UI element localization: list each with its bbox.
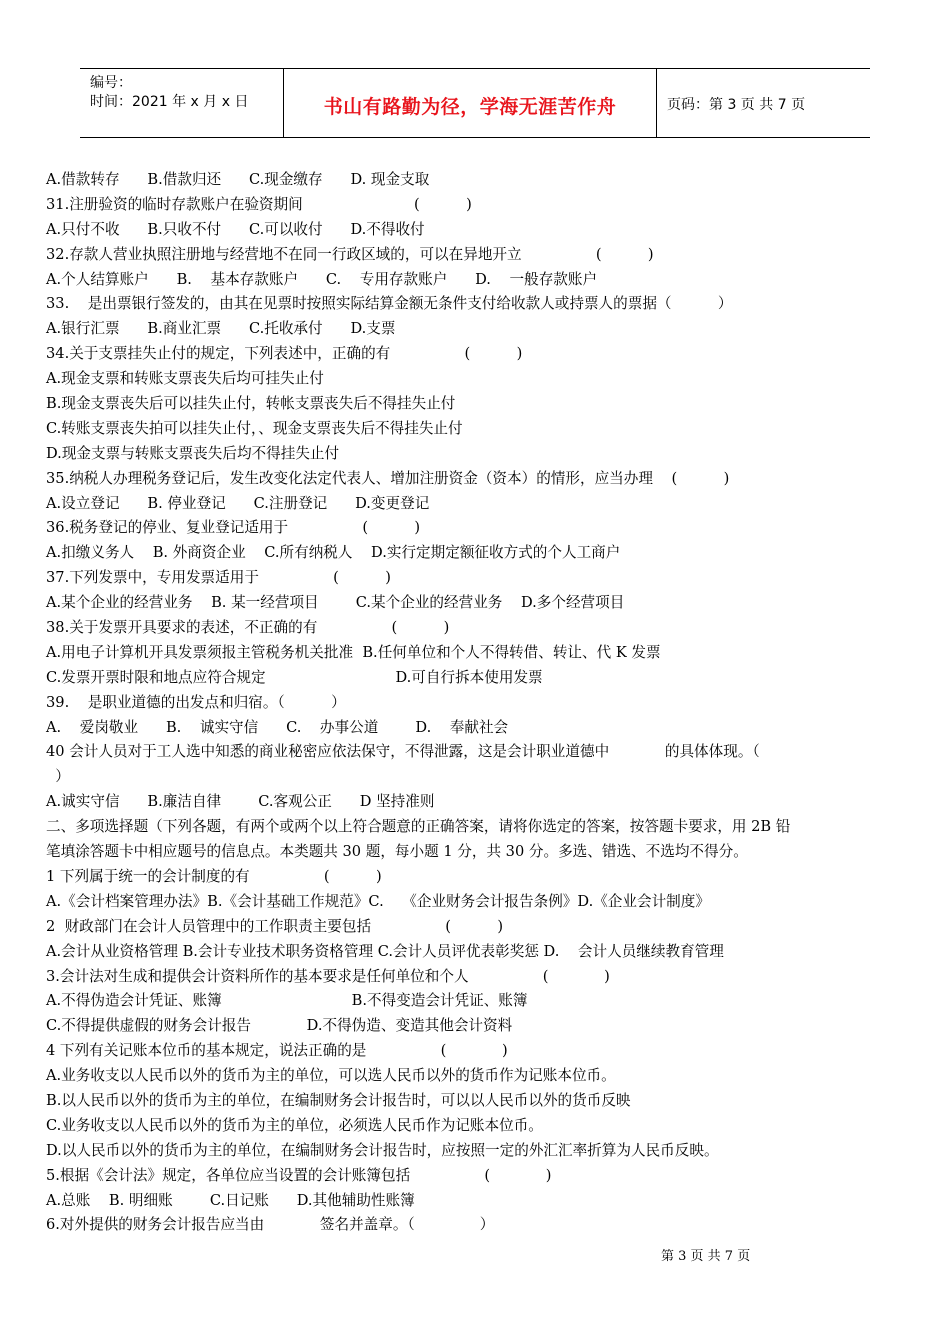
- text-line: C.转账支票丧失拍可以挂失止付，、现金支票丧失后不得挂失止付: [46, 419, 463, 437]
- text-line: 笔填涂答题卡中相应题号的信息点。本类题共 30 题，每小题 1 分，共 30 分。多选、错选、不选均不得分。: [46, 843, 748, 861]
- text-line: 31.注册验资的临时存款账户在验资期间 ( ): [46, 195, 472, 213]
- page-code-label: 页码：第 3 页 共 7 页: [667, 97, 806, 113]
- page-header: [80, 68, 870, 138]
- text-line: A.个人结算账户 B. 基本存款账户 C. 专用存款账户 D. 一般存款账户: [46, 270, 598, 288]
- text-line: D.以人民币以外的货币为主的单位，在编制财务会计报告时，应按照一定的外汇汇率折算为人民币反映。: [46, 1141, 719, 1159]
- text-line: 35.纳税人办理税务登记后，发生改变化法定代表人、增加注册资金（资本）的情形，应当办理 ( ): [46, 469, 730, 487]
- text-line: A.用电子计算机开具发票须报主管税务机关批准 B.任何单位和个人不得转借、转让、代 K 发票: [46, 643, 661, 661]
- text-line: 3.会计法对生成和提供会计资料所作的基本要求是任何单位和个人 ( ): [46, 967, 610, 985]
- text-line: 32.存款人营业执照注册地与经营地不在同一行政区域的，可以在异地开立 ( ): [46, 245, 654, 263]
- text-line: A. 爱岗敬业 B. 诚实守信 C. 办事公道 D. 奉献社会: [46, 718, 509, 736]
- text-line: 36.税务登记的停业、复业登记适用于 ( ): [46, 519, 421, 537]
- page-footer: 第 3 页 共 7 页: [661, 1249, 751, 1264]
- header-motto-cell: [284, 69, 657, 137]
- text-line: A.设立登记 B. 停业登记 C.注册登记 D.变更登记: [46, 494, 430, 512]
- text-line: 40 会计人员对于工人选中知悉的商业秘密应依法保守，不得泄露，这是会计职业道德中 的具体体现。（: [46, 743, 760, 761]
- document-date-label: 时间：2021 年 x 月 x 日: [90, 94, 249, 110]
- text-line: B.以人民币以外的货币为主的单位，在编制财务会计报告时，可以以人民币以外的货币反映: [46, 1091, 631, 1109]
- text-line: C.业务收支以人民币以外的货币为主的单位，必须选人民币作为记账本位币。: [46, 1116, 543, 1134]
- text-line: A.借款转存 B.借款归还 C.现金缴存 D. 现金支取: [46, 171, 430, 188]
- header-info-cell: [80, 69, 284, 137]
- text-line: A.扣缴义务人 B. 外商资企业 C.所有纳税人 D.实行定期定额征收方式的个人工商户: [46, 544, 621, 562]
- text-line: 2 财政部门在会计人员管理中的工作职责主要包括 ( ): [46, 917, 504, 935]
- text-line: 1 下列属于统一的会计制度的有 ( ): [46, 867, 382, 885]
- text-line: A.某个企业的经营业务 B. 某一经营项目 C.某个企业的经营业务 D.多个经营项目: [46, 594, 625, 612]
- text-line: 33. 是出票银行签发的，由其在见票时按照实际结算金额无条件支付给收款人或持票人的票据（ ）: [46, 295, 733, 313]
- text-line: ）: [46, 768, 70, 786]
- text-line: A.总账 B. 明细账 C.日记账 D.其他辅助性账簿: [46, 1191, 415, 1209]
- text-line: 37.下列发票中，专用发票适用于 ( ): [46, 569, 391, 587]
- motto-text: 书山有路勤为径，学海无涯苦作舟: [323, 96, 617, 118]
- text-line: 4 下列有关记账本位币的基本规定，说法正确的是 ( ): [46, 1042, 508, 1060]
- text-line: A.诚实守信 B.廉洁自律 C.客观公正 D 坚持准则: [46, 793, 435, 811]
- exam-content: [46, 168, 916, 1238]
- text-line: A.银行汇票 B.商业汇票 C.托收承付 D.支票: [46, 320, 396, 338]
- text-line: A.现金支票和转账支票丧失后均可挂失止付: [46, 370, 324, 388]
- text-line: A.不得伪造会计凭证、账簿 B.不得变造会计凭证、账簿: [46, 992, 528, 1010]
- text-line: 38.关于发票开具要求的表述，不正确的有 ( ): [46, 619, 450, 637]
- text-line: C.发票开票时限和地点应符合规定 D.可自行拆本使用发票: [46, 668, 543, 686]
- header-page-cell: [657, 69, 870, 137]
- text-line: C.不得提供虚假的财务会计报告 D.不得伪造、变造其他会计资料: [46, 1017, 513, 1035]
- text-line: A.只付不收 B.只收不付 C.可以收付 D.不得收付: [46, 220, 425, 238]
- document-number-label: 编号：: [90, 75, 132, 91]
- text-line: A.《会计档案管理办法》B.《会计基础工作规范》C. 《企业财务会计报告条例》D.《企业会计制度》: [46, 892, 710, 910]
- text-line: A.业务收支以人民币以外的货币为主的单位，可以选人民币以外的货币作为记账本位币。: [46, 1067, 616, 1085]
- text-line: 34.关于支票挂失止付的规定，下列表述中，正确的有 ( ): [46, 345, 523, 363]
- text-line: B.现金支票丧失后可以挂失止付，转帐支票丧失后不得挂失止付: [46, 395, 456, 413]
- text-line: 二、多项选择题（下列各题，有两个或两个以上符合题意的正确答案，请将你选定的答案，按答题卡要求，用 2B 铅: [46, 818, 791, 836]
- text-line: 39. 是职业道德的出发点和归宿。（ ）: [46, 693, 346, 711]
- text-line: 5.根据《会计法》规定，各单位应当设置的会计账簿包括 ( ): [46, 1166, 552, 1184]
- text-line: D.现金支票与转账支票丧失后均不得挂失止付: [46, 444, 340, 462]
- text-line: 6.对外提供的财务会计报告应当由 签名并盖章。（ ）: [46, 1216, 495, 1234]
- text-line: A.会计从业资格管理 B.会计专业技术职务资格管理 C.会计人员评优表彰奖惩 D. 会计人员继续教育管理: [46, 942, 724, 960]
